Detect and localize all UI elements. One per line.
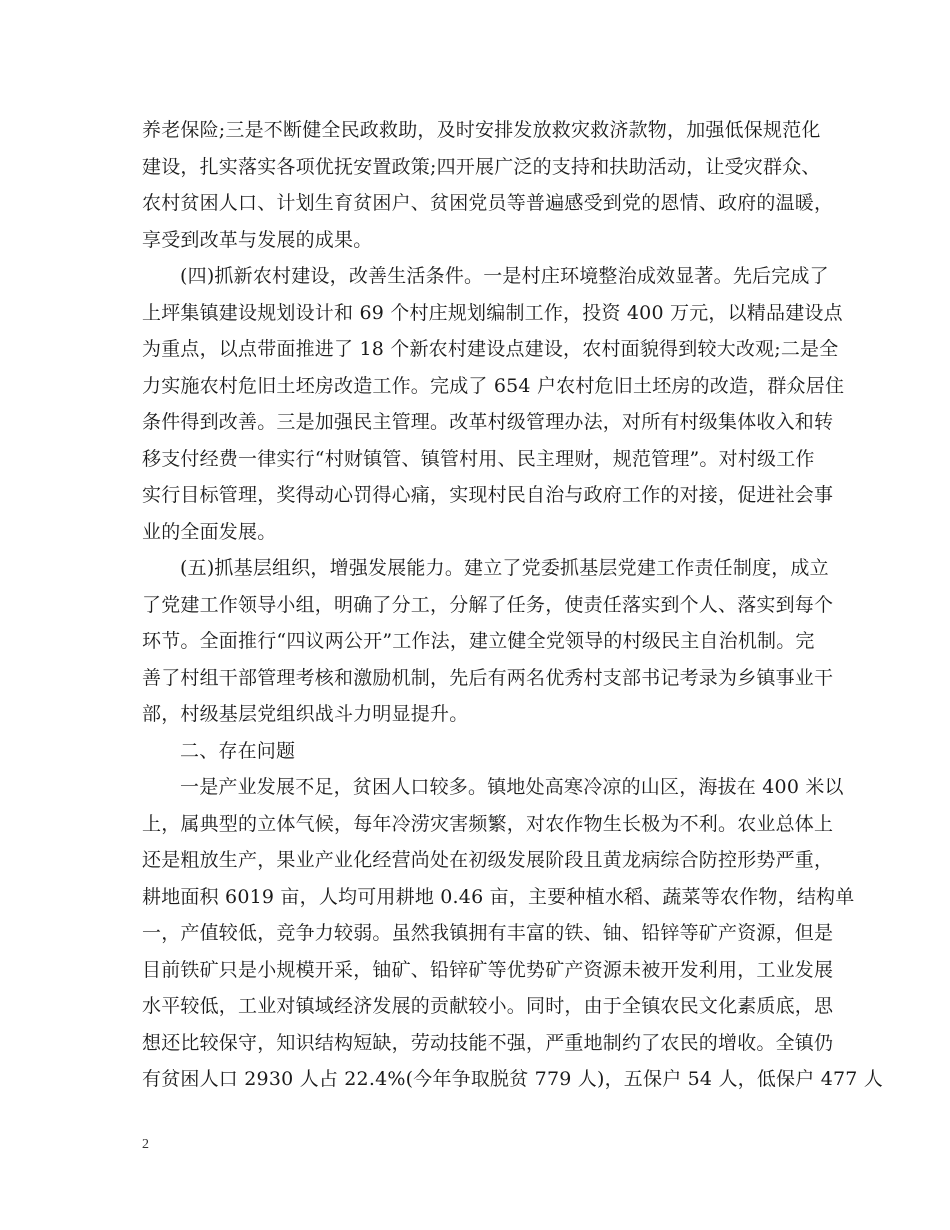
text-line: 环节。全面推行“四议两公开”工作法，建立健全党领导的村级民主自治机制。完 [142,630,815,652]
section-heading-line: 一是产业发展不足，贫困人口较多。镇地处高寒冷凉的山区，海拔在 400 米以 [180,776,844,798]
text-line: 移支付经费一律实行“村财镇管、镇管村用、民主理财，规范管理”。对村级工作 [142,447,815,470]
text-line: 有贫困人口 2930 人占 22.4%(今年争取脱贫 779 人)，五保户 54 人，低保户 477 人 [142,1068,884,1090]
text-line: 目前铁矿只是小规模开采，铀矿、铅锌矿等优势矿产资源未被开发利用，工业发展 [142,958,834,981]
text-line: 实行目标管理，奖得动心罚得心痛，实现村民自治与政府工作的对接，促进社会事 [142,484,834,506]
text-line: 建设，扎实落实各项优抚安置政策;四开展广泛的支持和扶助活动，让受灾群众、 [142,155,821,178]
text-line: 善了村组干部管理考核和激励机制，先后有两名优秀村支部书记考录为乡镇事业干 [142,666,834,689]
page-number: 2 [142,1137,149,1152]
text-line: 一，产值较低，竞争力较弱。虽然我镇拥有丰富的铁、铀、铅锌等矿产资源，但是 [142,922,834,944]
text-line: 农村贫困人口、计划生育贫困户、贫困党员等普遍感受到党的恩情、政府的温暖， [142,192,834,214]
section-heading-line: (四)抓新农村建设，改善生活条件。一是村庄环境整治成效显著。先后完成了 [180,265,829,287]
section-title: 二、存在问题 [180,739,296,762]
paragraph-end-line: 享受到改革与发展的成果。 [142,228,373,251]
section-heading-line: (五)抓基层组织，增强发展能力。建立了党委抓基层党建工作责任制度，成立 [180,557,829,579]
text-line: 想还比较保守，知识结构短缺，劳动技能不强，严重地制约了农民的增收。全镇仍 [142,1031,834,1054]
text-line: 条件得到改善。三是加强民主管理。改革村级管理办法，对所有村级集体收入和转 [142,411,834,433]
text-line: 了党建工作领导小组，明确了分工，分解了任务，使责任落实到个人、落实到每个 [142,593,834,616]
text-line: 上坪集镇建设规划设计和 69 个村庄规划编制工作，投资 400 万元，以精品建设点 [142,301,843,324]
text-line: 上，属典型的立体气候，每年冷涝灾害频繁，对农作物生长极为不利。农业总体上 [142,812,834,835]
document-body [142,112,884,1098]
text-line: 力实施农村危旧土坯房改造工作。完成了 654 户农村危旧土坯房的改造，群众居住 [142,374,845,397]
text-line: 耕地面积 6019 亩，人均可用耕地 0.46 亩，主要种植水稻、蔬菜等农作物，结构单 [142,885,855,908]
text-line: 还是粗放生产，果业产业化经营尚处在初级发展阶段且黄龙病综合防控形势严重， [142,849,834,871]
paragraph-end-line: 业的全面发展。 [142,520,277,543]
text-line: 水平较低，工业对镇域经济发展的贡献较小。同时，由于全镇农民文化素质底，思 [142,995,834,1017]
text-line: 为重点，以点带面推进了 18 个新农村建设点建设，农村面貌得到较大改观;二是全 [142,338,839,360]
paragraph-end-line: 部，村级基层党组织战斗力明显提升。 [142,703,469,725]
text-line: 养老保险;三是不断健全民政救助，及时安排发放救灾救济款物，加强低保规范化 [142,119,821,141]
